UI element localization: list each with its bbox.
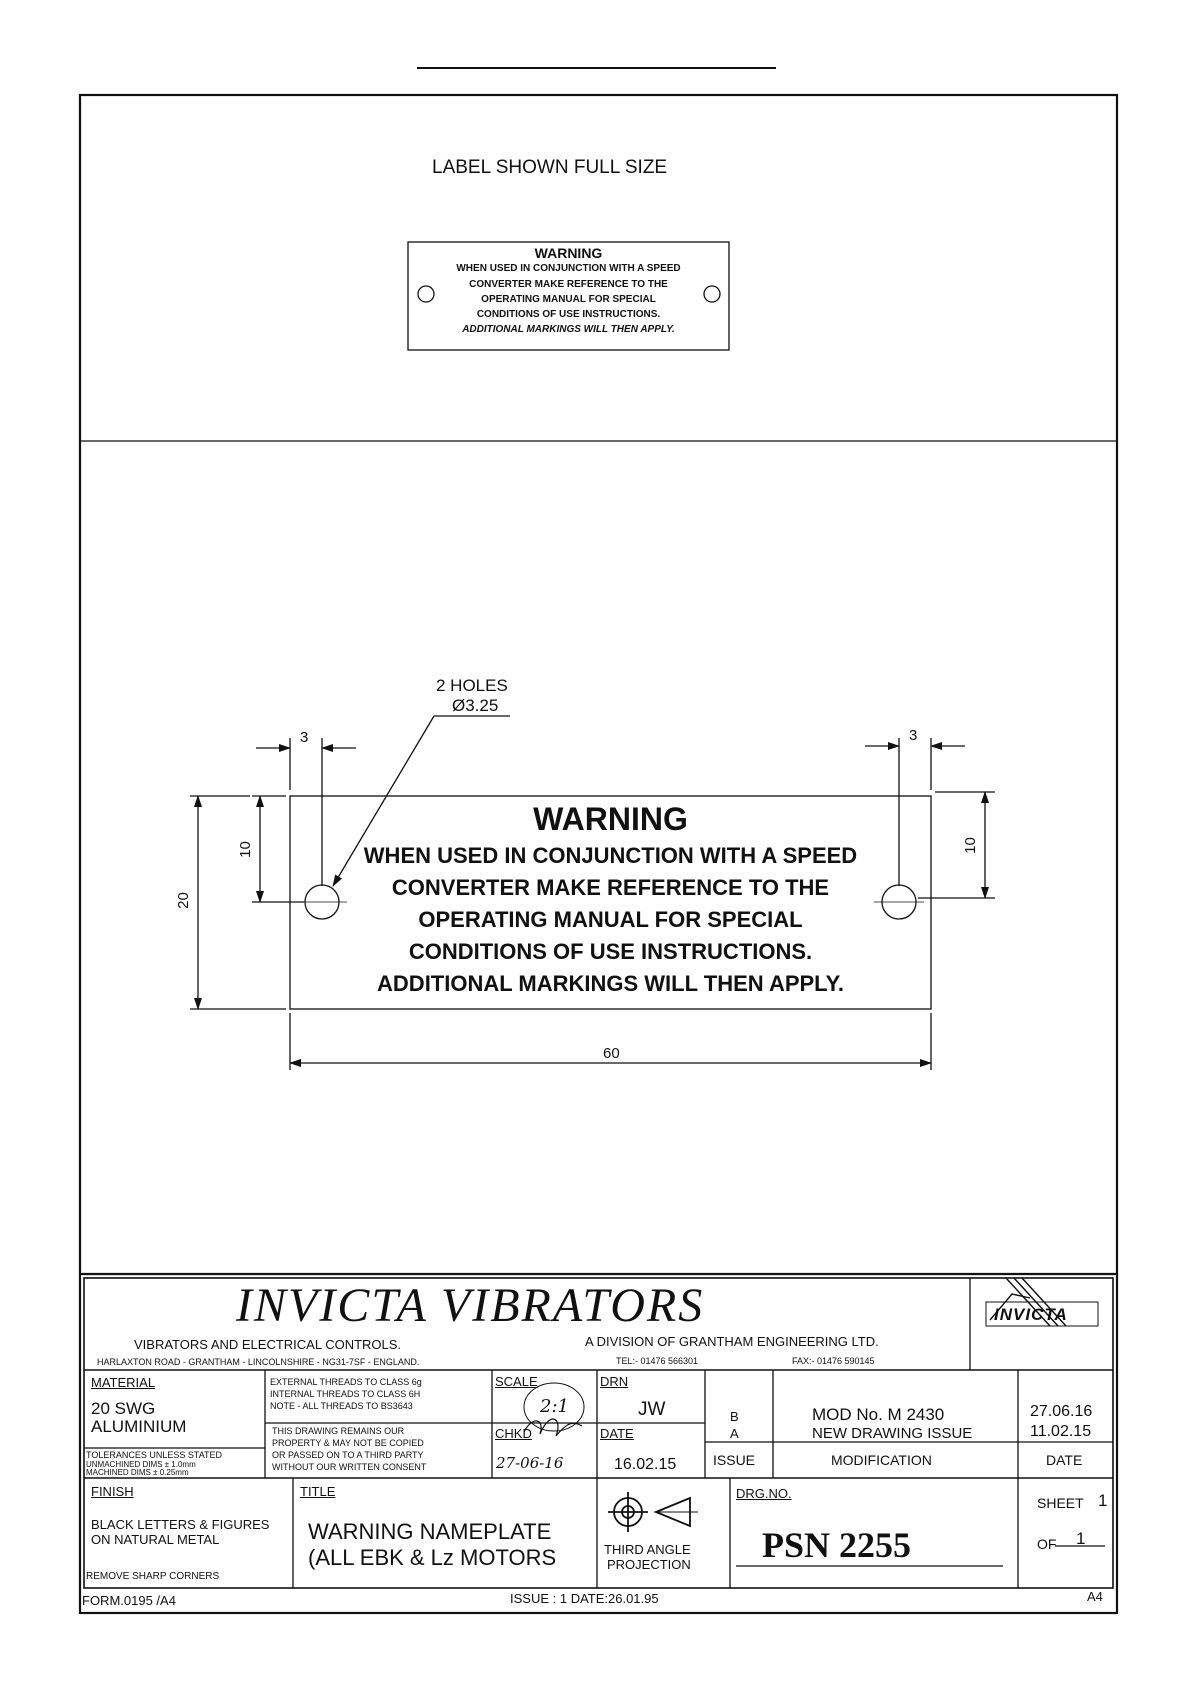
footer-issue: ISSUE : 1 DATE:26.01.95 bbox=[510, 1591, 659, 1606]
drn-label: DRN bbox=[600, 1374, 629, 1389]
company-subtitle: VIBRATORS AND ELECTRICAL CONTROLS. bbox=[134, 1337, 402, 1352]
drgno-label: DRG.NO. bbox=[736, 1486, 792, 1501]
plate-line: WHEN USED IN CONJUNCTION WITH A SPEED bbox=[363, 843, 858, 868]
remove-corners-note: REMOVE SHARP CORNERS bbox=[86, 1571, 220, 1582]
full-size-caption: LABEL SHOWN FULL SIZE bbox=[432, 157, 668, 178]
issue-header: ISSUE bbox=[713, 1452, 756, 1468]
drawing-number: PSN 2255 bbox=[762, 1525, 912, 1565]
material-value: 20 SWG bbox=[91, 1399, 156, 1418]
property-note: OR PASSED ON TO A THIRD PARTY bbox=[272, 1450, 424, 1460]
scale-value: 2:1 bbox=[540, 1396, 569, 1417]
plate-line: CONDITIONS OF USE INSTRUCTIONS. bbox=[408, 939, 813, 964]
full-size-label-line: CONVERTER MAKE REFERENCE TO THE bbox=[469, 279, 668, 290]
plate-line: ADDITIONAL MARKINGS WILL THEN APPLY. bbox=[377, 971, 844, 996]
plate-text bbox=[290, 798, 931, 1000]
full-size-label-line: CONDITIONS OF USE INSTRUCTIONS. bbox=[476, 309, 661, 320]
company-fax: FAX:- 01476 590145 bbox=[792, 1356, 875, 1366]
property-note: WITHOUT OUR WRITTEN CONSENT bbox=[272, 1462, 427, 1472]
date-value: 16.02.15 bbox=[614, 1456, 677, 1473]
dim-total-height: 20 bbox=[174, 892, 192, 909]
issue-modification: NEW DRAWING ISSUE bbox=[812, 1426, 973, 1440]
threads-note: INTERNAL THREADS TO CLASS 6H bbox=[270, 1389, 421, 1399]
of-value: 1 bbox=[1076, 1529, 1086, 1548]
issue-letter: A bbox=[730, 1426, 739, 1441]
property-note: PROPERTY & MAY NOT BE COPIED bbox=[272, 1438, 424, 1448]
plate-line: OPERATING MANUAL FOR SPECIAL bbox=[418, 907, 803, 932]
issue-letter: B bbox=[730, 1409, 739, 1424]
date-label: DATE bbox=[600, 1426, 634, 1441]
threads-note: NOTE - ALL THREADS TO BS3643 bbox=[270, 1401, 413, 1411]
full-size-label-title: WARNING bbox=[534, 245, 603, 261]
dim-left-hole-height: 10 bbox=[236, 841, 254, 858]
logo-text: INVICTA bbox=[994, 1305, 1068, 1324]
sheet-value: 1 bbox=[1098, 1491, 1108, 1510]
plate-line: CONVERTER MAKE REFERENCE TO THE bbox=[391, 875, 830, 900]
date-header: DATE bbox=[1046, 1452, 1083, 1468]
tolerances-line: UNMACHINED DIMS ± 1.0mm bbox=[86, 1460, 196, 1469]
finish-label: FINISH bbox=[91, 1484, 134, 1499]
finish-value: BLACK LETTERS & FIGURES bbox=[91, 1517, 270, 1532]
projection-symbol bbox=[608, 1492, 698, 1532]
drn-value: JW bbox=[638, 1399, 666, 1420]
dim-left-offset: 3 bbox=[300, 729, 309, 746]
modification-header: MODIFICATION bbox=[831, 1452, 932, 1468]
material-label: MATERIAL bbox=[91, 1375, 156, 1390]
form-number: FORM.0195 /A4 bbox=[82, 1593, 176, 1608]
full-size-label bbox=[408, 245, 729, 337]
chkd-label: CHKD bbox=[495, 1426, 532, 1441]
title-label: TITLE bbox=[300, 1484, 336, 1499]
company-tel: TEL:- 01476 566301 bbox=[616, 1356, 699, 1366]
material-value: ALUMINIUM bbox=[91, 1417, 187, 1436]
scale-label: SCALE bbox=[495, 1374, 538, 1389]
tolerances-line: MACHINED DIMS ± 0.25mm bbox=[86, 1468, 189, 1477]
issue-modification: MOD No. M 2430 bbox=[812, 1405, 945, 1424]
tolerances-title: TOLERANCES UNLESS STATED bbox=[86, 1450, 223, 1460]
drawing-title: (ALL EBK & Lz MOTORS bbox=[308, 1545, 557, 1570]
company-name: INVICTA VIBRATORS bbox=[236, 1279, 705, 1332]
drawing-title: WARNING NAMEPLATE bbox=[308, 1519, 552, 1544]
sheet-label: SHEET bbox=[1037, 1495, 1084, 1511]
issue-date: 27.06.16 bbox=[1030, 1403, 1093, 1420]
projection-label: PROJECTION bbox=[607, 1557, 691, 1572]
full-size-label-line: WHEN USED IN CONJUNCTION WITH A SPEED bbox=[456, 263, 681, 274]
chkd-date: 27-06-16 bbox=[496, 1454, 564, 1472]
of-label: OF bbox=[1037, 1536, 1057, 1552]
hole-diameter: Ø3.25 bbox=[452, 696, 499, 715]
finish-value: ON NATURAL METAL bbox=[91, 1532, 220, 1547]
dim-total-width: 60 bbox=[603, 1045, 620, 1062]
full-size-label-line: OPERATING MANUAL FOR SPECIAL bbox=[481, 294, 656, 305]
property-note: THIS DRAWING REMAINS OUR bbox=[272, 1426, 405, 1436]
issue-date: 11.02.15 bbox=[1030, 1424, 1092, 1439]
dim-right-hole-height: 10 bbox=[961, 837, 979, 854]
projection-label: THIRD ANGLE bbox=[604, 1542, 691, 1557]
paper-size: A4 bbox=[1087, 1589, 1103, 1604]
dim-right-offset: 3 bbox=[909, 727, 918, 744]
company-address: HARLAXTON ROAD - GRANTHAM - LINCOLNSHIRE - NG31-7SF - ENGLAND. bbox=[97, 1357, 420, 1367]
holes-note: 2 HOLES bbox=[436, 676, 508, 695]
chkd-signature bbox=[524, 1419, 582, 1436]
company-division: A DIVISION OF GRANTHAM ENGINEERING LTD. bbox=[585, 1334, 879, 1349]
plate-title: WARNING bbox=[533, 801, 688, 837]
threads-note: EXTERNAL THREADS TO CLASS 6g bbox=[270, 1377, 422, 1387]
full-size-label-line: ADDITIONAL MARKINGS WILL THEN APPLY. bbox=[462, 324, 675, 335]
